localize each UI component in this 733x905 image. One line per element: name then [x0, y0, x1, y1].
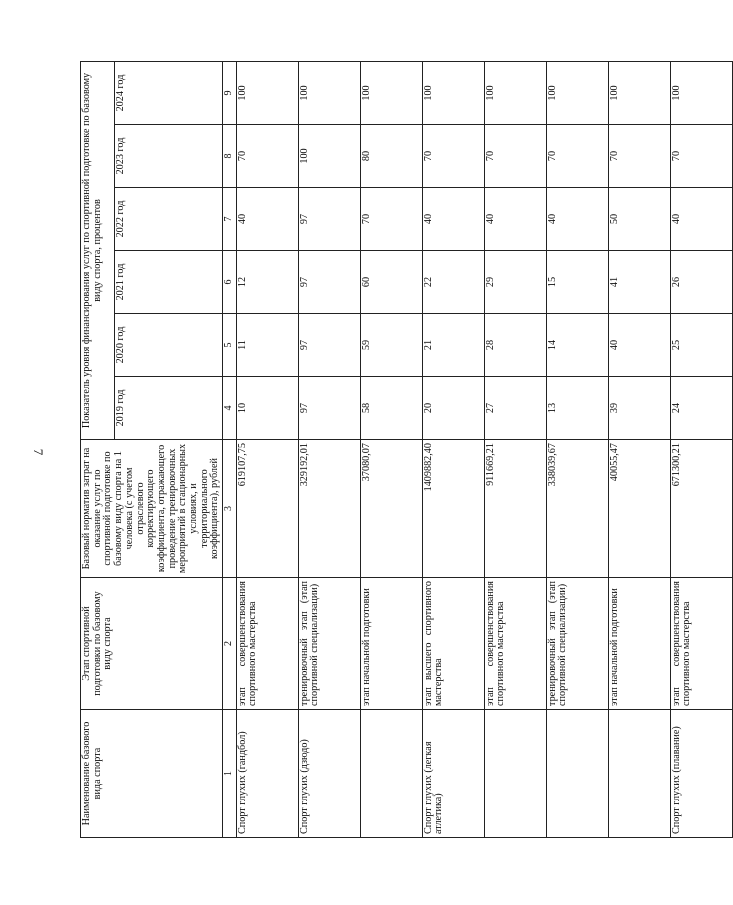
table-row — [608, 62, 670, 838]
table-row — [546, 62, 608, 838]
cell-base-norm: 338039,67 — [546, 440, 608, 578]
column-number: 1 — [223, 710, 237, 838]
header-financing-group: Показатель уровня финансирования услуг по спортивной подготовке по базовому виду спорта, процентов — [81, 62, 115, 440]
cell-value: 40 — [422, 188, 484, 251]
cell-value: 39 — [608, 377, 670, 440]
cell-value: 25 — [670, 314, 732, 377]
cell-base-norm: 40055,47 — [608, 440, 670, 578]
cell-value: 100 — [236, 62, 298, 125]
table-row — [236, 62, 298, 838]
cell-value: 28 — [484, 314, 546, 377]
table-row — [360, 62, 422, 838]
header-year-2020: 2020 год — [114, 314, 222, 377]
cell-base-norm: 619107,75 — [236, 440, 298, 578]
cell-sport — [608, 710, 670, 838]
cell-value: 27 — [484, 377, 546, 440]
cell-value: 70 — [484, 125, 546, 188]
cell-sport — [484, 710, 546, 838]
cell-base-norm: 671300,21 — [670, 440, 732, 578]
cell-value: 24 — [670, 377, 732, 440]
cell-value: 21 — [422, 314, 484, 377]
page-number: 7 — [31, 448, 46, 456]
cell-value: 100 — [608, 62, 670, 125]
table-row — [298, 62, 360, 838]
cell-sport: Спорт глухих (гандбол) — [236, 710, 298, 838]
cell-value: 40 — [670, 188, 732, 251]
header-year-2019: 2019 год — [114, 377, 222, 440]
table-row — [484, 62, 546, 838]
header-year-2023: 2023 год — [114, 125, 222, 188]
cell-value: 100 — [360, 62, 422, 125]
cell-value: 12 — [236, 251, 298, 314]
cell-value: 13 — [546, 377, 608, 440]
cell-value: 58 — [360, 377, 422, 440]
column-number: 4 — [223, 377, 237, 440]
cell-stage: тренировочный этап (этап спортивной специализации) — [298, 578, 360, 710]
column-number: 7 — [223, 188, 237, 251]
cell-value: 26 — [670, 251, 732, 314]
column-number: 8 — [223, 125, 237, 188]
table-body — [236, 62, 732, 838]
cell-base-norm: 911669,21 — [484, 440, 546, 578]
cell-value: 50 — [608, 188, 670, 251]
cell-value: 14 — [546, 314, 608, 377]
header-stage: Этап спортивной подготовки по базовому виду спорта — [81, 578, 223, 710]
cell-value: 100 — [670, 62, 732, 125]
table-row — [422, 62, 484, 838]
cell-value: 40 — [484, 188, 546, 251]
cell-value: 70 — [546, 125, 608, 188]
cell-sport: Спорт глухих (легкая атлетика) — [422, 710, 484, 838]
column-number: 2 — [223, 578, 237, 710]
cell-value: 70 — [670, 125, 732, 188]
column-number: 5 — [223, 314, 237, 377]
cell-value: 97 — [298, 314, 360, 377]
header-year-2024: 2024 год — [114, 62, 222, 125]
cell-value: 70 — [608, 125, 670, 188]
table-row — [670, 62, 732, 838]
cell-value: 70 — [422, 125, 484, 188]
cell-stage: этап совершенствования спортивного мастерства — [670, 578, 732, 710]
cell-value: 41 — [608, 251, 670, 314]
column-number: 3 — [223, 440, 237, 578]
cell-value: 97 — [298, 251, 360, 314]
cell-value: 70 — [360, 188, 422, 251]
header-year-2021: 2021 год — [114, 251, 222, 314]
cell-value: 40 — [236, 188, 298, 251]
cell-sport: Спорт глухих (плавание) — [670, 710, 732, 838]
cell-value: 97 — [298, 188, 360, 251]
cell-value: 20 — [422, 377, 484, 440]
cell-stage: тренировочный этап (этап спортивной специализации) — [546, 578, 608, 710]
cell-sport — [360, 710, 422, 838]
cell-value: 100 — [298, 125, 360, 188]
cell-value: 60 — [360, 251, 422, 314]
cell-value: 40 — [608, 314, 670, 377]
cell-value: 40 — [546, 188, 608, 251]
header-year-2022: 2022 год — [114, 188, 222, 251]
header-sport-name: Наименование базового вида спорта — [81, 710, 223, 838]
cell-stage: этап совершенствования спортивного мастерства — [484, 578, 546, 710]
cell-value: 97 — [298, 377, 360, 440]
header-base-norm: Базовый норматив затрат на оказание услуг по спортивной подготовке по базовому виду спорта на 1 человека (с учетом отраслевого корректирующего коэффициента, отражающего проведение тренировочных мероприятий в стационарных условиях, и территориального коэффициента), рублей — [81, 440, 223, 578]
cell-stage: этап начальной подготовки — [608, 578, 670, 710]
cell-value: 100 — [546, 62, 608, 125]
column-number-row — [223, 62, 237, 838]
cell-value: 100 — [484, 62, 546, 125]
cell-value: 100 — [298, 62, 360, 125]
cell-stage: этап высшего спортивного мастерства — [422, 578, 484, 710]
cell-base-norm: 329192,01 — [298, 440, 360, 578]
cell-value: 100 — [422, 62, 484, 125]
cell-value: 10 — [236, 377, 298, 440]
column-number: 6 — [223, 251, 237, 314]
cell-sport: Спорт глухих (дзюдо) — [298, 710, 360, 838]
cell-value: 59 — [360, 314, 422, 377]
cell-base-norm: 37080,07 — [360, 440, 422, 578]
cell-value: 11 — [236, 314, 298, 377]
financing-table — [80, 61, 733, 838]
cell-sport — [546, 710, 608, 838]
cell-base-norm: 1409882,40 — [422, 440, 484, 578]
cell-stage: этап начальной подготовки — [360, 578, 422, 710]
cell-value: 29 — [484, 251, 546, 314]
cell-value: 80 — [360, 125, 422, 188]
cell-value: 15 — [546, 251, 608, 314]
cell-value: 22 — [422, 251, 484, 314]
cell-value: 70 — [236, 125, 298, 188]
cell-stage: этап совершенствования спортивного мастерства — [236, 578, 298, 710]
column-number: 9 — [223, 62, 237, 125]
rotated-table-container — [80, 62, 693, 838]
